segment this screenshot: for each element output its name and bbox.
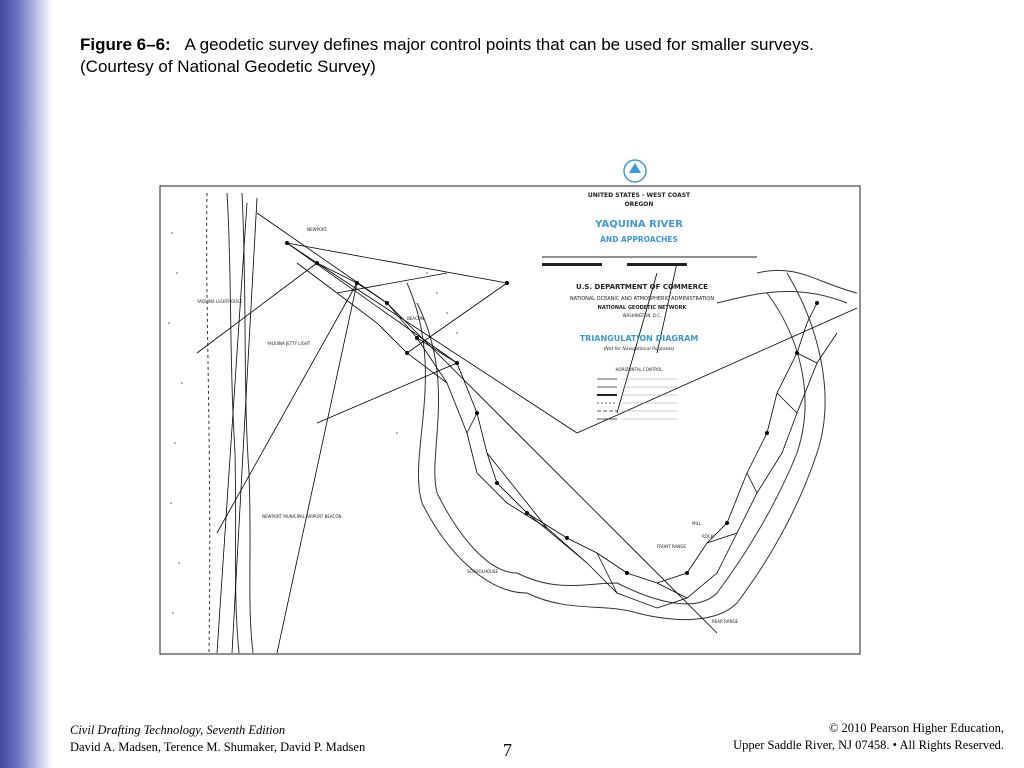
footer-copyright [733,720,1004,754]
station-label: FRONT RANGE [657,544,686,549]
network-name: NATIONAL GEODETIC NETWORK [597,305,687,311]
dept-name: U.S. DEPARTMENT OF COMMERCE [576,283,708,291]
legend-heading: HORIZONTAL CONTROL [615,367,663,372]
book-title: Civil Drafting Technology, Seventh Edition [70,723,286,737]
station-label: NEWPORT [307,227,327,232]
station-label: BEACON [407,316,424,321]
map-title-1: YAQUINA RIVER [595,219,683,230]
publisher-line: Upper Saddle River, NJ 07458. • All Rights Reserved. [733,738,1004,752]
map-state: OREGON [624,201,654,208]
station-label: YAQUINA JETTY LIGHT [267,341,311,346]
copyright-line: © 2010 Pearson Higher Education, [828,721,1004,735]
map-region: UNITED STATES - WEST COAST [587,192,691,199]
map-title-2: AND APPROACHES [600,235,678,244]
station-label: NEWPORT MUNICIPAL AIRPORT BEACON [262,514,342,519]
book-authors: David A. Madsen, Terence M. Shumaker, David P. Madsen [70,740,366,754]
station-label: SCHOOLHOUSE [467,569,499,574]
city-name: WASHINGTON, D.C. [622,313,662,318]
side-gradient-bar [0,0,52,768]
diagram-title: TRIANGULATION DIAGRAM [579,334,699,343]
footer-book-info [70,722,365,756]
agency-seal [624,160,646,182]
station-label: YAQUINA LIGHTHOUSE [197,299,243,304]
caption-text: A geodetic survey defines major control points that can be used for smaller surveys. [184,35,814,54]
station-label: ROCK [702,534,714,539]
agency-name: NATIONAL OCEANIC AND ATMOSPHERIC ADMINISTRATION [569,296,715,302]
map-frame [160,186,860,654]
station-label: MILL [692,521,702,526]
figure-caption [80,34,980,78]
map-figure [157,153,867,658]
triangulation-map [157,153,867,658]
caption-credit: (Courtesy of National Geodetic Survey) [80,57,376,76]
figure-label: Figure 6–6: [80,35,171,54]
diagram-note: (Not for Navigational Purposes) [603,347,675,352]
page-number: 7 [503,740,512,760]
station-label: REAR RANGE [712,619,739,624]
